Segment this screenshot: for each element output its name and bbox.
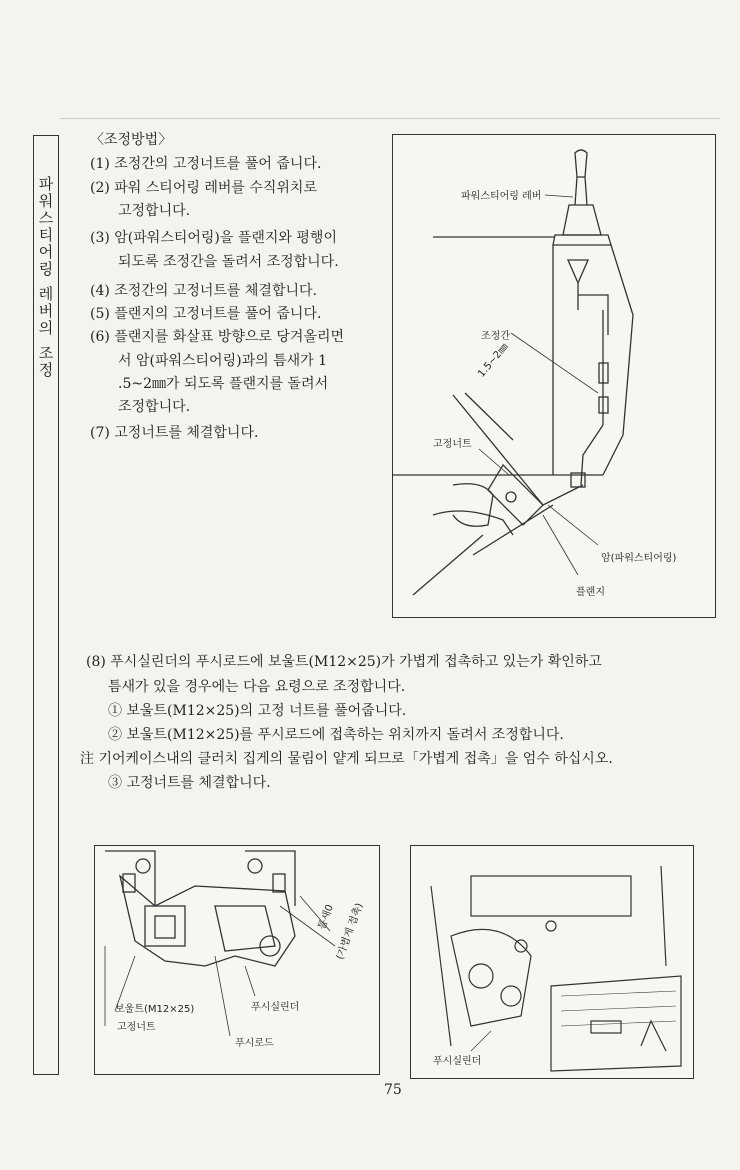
label-cylinder3: 푸시실린더: [433, 1056, 482, 1067]
label-arm: 암(파워스티어링): [601, 553, 677, 564]
sidebar-char: 버: [38, 302, 54, 320]
figure-assembly-photo: [410, 845, 694, 1079]
step-5: (5) 플랜지의 고정너트를 풀어 줍니다.: [90, 306, 322, 322]
sidebar-char: 조: [38, 344, 54, 362]
label-gap: 1.5~2㎜: [476, 341, 511, 380]
sidebar-char: 스: [38, 209, 54, 227]
sidebar-char: 파: [38, 175, 54, 193]
step-6-cont2: .5~2㎜가 되도록 플랜지를 돌려서: [118, 376, 329, 392]
sidebar-char: 레: [38, 285, 54, 303]
step-3-cont: 되도록 조정간을 돌려서 조정합니다.: [118, 254, 339, 270]
substep-2: ② 보울트(M12×25)를 푸시로드에 접촉하는 위치까지 돌려서 조정합니다.: [108, 727, 564, 743]
label-pushrod: 푸시로드: [235, 1038, 274, 1049]
substep-3: ③ 고정너트를 체결합니다.: [108, 775, 271, 791]
assembly-drawing: [411, 846, 693, 1078]
sidebar-char: 워: [38, 192, 54, 210]
figure-push-cylinder: [94, 845, 380, 1075]
step-6: (6) 플랜지를 화살표 방향으로 당겨올리면: [90, 329, 345, 345]
label-lever: 파워스티어링 레버: [461, 191, 542, 202]
label-rod: 조정간: [481, 331, 510, 342]
label-nut: 고정너트: [433, 439, 472, 450]
sidebar-char: 티: [38, 226, 54, 244]
section-heading: 〈조정방법〉: [90, 132, 173, 148]
label-gap2: 틈새0: [316, 903, 336, 932]
sidebar-char: 의: [38, 319, 54, 337]
sidebar-box: [33, 135, 59, 1075]
figure-steering-lever: [392, 134, 716, 618]
note: 注 기어케이스내의 클러치 집게의 물림이 얕게 되므로「가볍게 접촉」을 엄수 하십시오.: [80, 751, 613, 767]
step-1: (1) 조정간의 고정너트를 풀어 줍니다.: [90, 156, 322, 172]
label-nut2: 고정너트: [117, 1022, 156, 1033]
sidebar-char: 정: [38, 361, 54, 379]
sidebar-char: 어: [38, 243, 54, 261]
substep-1: ① 보울트(M12×25)의 고정 너트를 풀어줍니다.: [108, 703, 407, 719]
label-bolt: 보울트(M12×25): [115, 1004, 195, 1015]
steering-lever-drawing: [393, 135, 715, 617]
step-8-cont: 틈새가 있을 경우에는 다음 요령으로 조정합니다.: [108, 679, 406, 695]
sidebar-char: 링: [38, 260, 54, 278]
page-number: 75: [384, 1082, 402, 1098]
sidebar-title: [34, 176, 58, 379]
step-4: (4) 조정간의 고정너트를 체결합니다.: [90, 283, 317, 299]
step-6-cont3: 조정합니다.: [118, 399, 191, 415]
step-8: (8) 푸시실린더의 푸시로드에 보울트(M12×25)가 가볍게 접촉하고 있는가 확인하고: [86, 654, 602, 670]
label-flange: 플랜지: [576, 587, 605, 598]
label-cylinder: 푸시실린더: [251, 1002, 300, 1013]
step-3: (3) 암(파워스티어링)을 플랜지와 평행이: [90, 230, 337, 246]
step-7: (7) 고정너트를 체결합니다.: [90, 425, 259, 441]
step-2-cont: 고정합니다.: [118, 203, 191, 219]
step-2: (2) 파워 스티어링 레버를 수직위치로: [90, 180, 317, 196]
label-light-contact: (가볍게 접촉): [334, 901, 366, 962]
step-6-cont1: 서 암(파워스티어링)과의 틈새가 1: [118, 353, 327, 369]
